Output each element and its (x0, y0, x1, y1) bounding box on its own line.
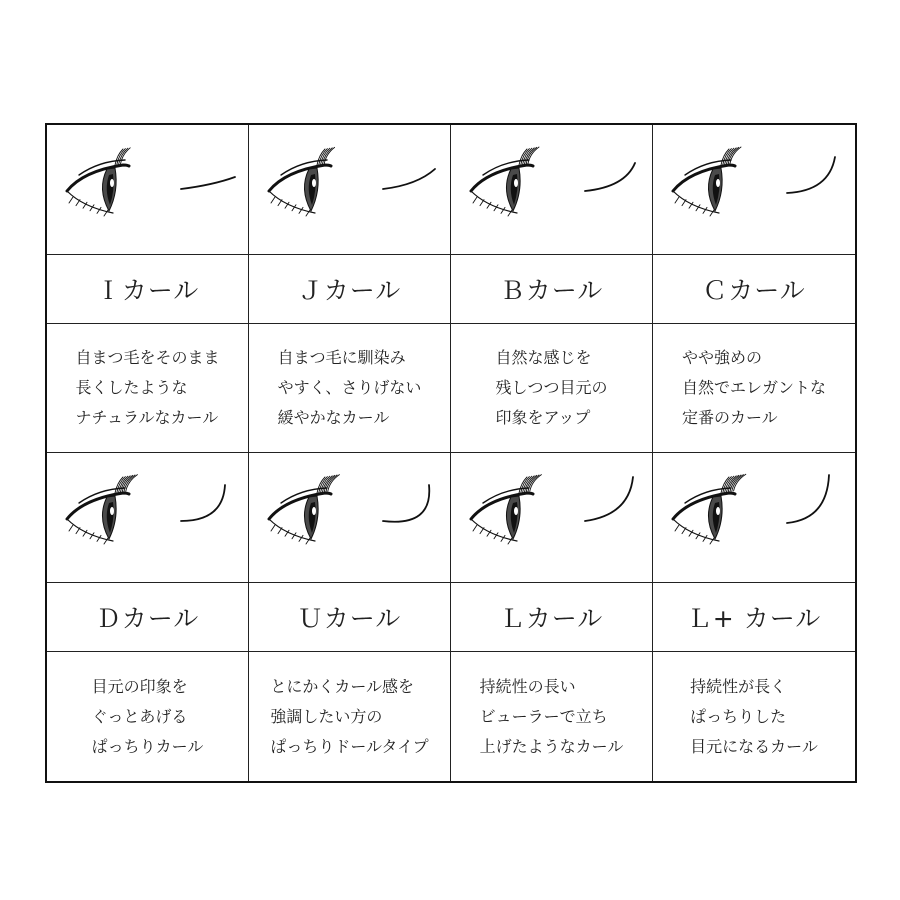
eye-lash-svg (255, 135, 445, 245)
description-line: 自然でエレガントな (681, 378, 826, 397)
curl-card (653, 453, 855, 781)
eye-lash-svg (53, 463, 243, 573)
curl-card (451, 453, 653, 781)
description-line: 自まつ毛をそのまま (75, 348, 220, 367)
eye-profile-icon (471, 474, 541, 543)
description-line: 残しつつ目元の (495, 378, 608, 397)
curl-illustration (653, 453, 855, 583)
curl-name: Ｉカール (47, 255, 248, 324)
eye-lash-svg (457, 135, 647, 245)
description-line: 持続性が長く (690, 676, 787, 696)
description-line: 持続性の長い (479, 676, 576, 696)
curl-description (249, 652, 450, 781)
lash-curl-icon (181, 485, 225, 521)
curl-name: Ｃカール (653, 255, 855, 324)
curl-card (451, 125, 653, 453)
description-line: 上げたようなカール (479, 736, 624, 756)
description-line: ぱっちりカール (91, 736, 204, 756)
eye-profile-icon (67, 474, 137, 543)
curl-card (47, 125, 249, 453)
description-line: ぱっちりドールタイプ (270, 736, 429, 756)
eye-profile-icon (67, 147, 130, 215)
eye-lash-svg (255, 463, 445, 573)
curl-illustration (47, 125, 248, 255)
curl-description (451, 652, 652, 781)
curl-name: Ｄカール (47, 583, 248, 652)
description-line: 自然な感じを (495, 348, 592, 367)
eye-lash-svg (53, 135, 243, 245)
curl-description (249, 324, 450, 452)
description-line: 長くしたような (75, 378, 188, 397)
curl-name: Ｌ+ カール (653, 583, 855, 652)
curl-name: Ｕカール (249, 583, 450, 652)
curl-illustration (249, 125, 450, 255)
curl-illustration (249, 453, 450, 583)
curl-illustration (451, 453, 652, 583)
curl-card (249, 453, 451, 781)
description-line: 緩やかなカール (277, 408, 390, 427)
description-line: 目元の印象を (91, 676, 188, 696)
eye-lash-svg (659, 135, 849, 245)
description-line: 強調したい方の (270, 706, 383, 726)
lash-curl-icon (181, 177, 235, 189)
description-line: 自まつ毛に馴染み (277, 348, 406, 367)
eye-profile-icon (269, 147, 335, 216)
lash-curl-icon (787, 475, 829, 523)
eye-profile-icon (673, 474, 746, 544)
description-line: とにかくカール感を (270, 676, 415, 696)
curl-description (47, 324, 248, 452)
description-line: やすく、さりげない (277, 378, 422, 397)
description-line: やや強めの (681, 348, 762, 367)
eye-lash-svg (457, 463, 647, 573)
curl-illustration (47, 453, 248, 583)
curl-type-chart (45, 123, 857, 783)
curl-card (47, 453, 249, 781)
eye-profile-icon (471, 147, 539, 216)
curl-card (653, 125, 855, 453)
description-line: ビューラーで立ち (479, 706, 608, 726)
description-line: ぱっちりした (690, 706, 787, 726)
curl-name: Ｊカール (249, 255, 450, 324)
description-line: ぐっとあげる (91, 706, 188, 726)
curl-description (653, 652, 855, 781)
curl-illustration (451, 125, 652, 255)
description-line: 印象をアップ (495, 408, 591, 427)
lash-curl-icon (787, 157, 835, 193)
curl-illustration (653, 125, 855, 255)
description-line: 目元になるカール (690, 736, 818, 756)
curl-description (47, 652, 248, 781)
lash-curl-icon (585, 163, 635, 191)
eye-lash-svg (659, 463, 849, 573)
lash-curl-icon (585, 477, 633, 521)
curl-card (249, 125, 451, 453)
eye-profile-icon (269, 474, 339, 543)
description-line: ナチュラルなカール (75, 408, 219, 427)
curl-name: Ｂカール (451, 255, 652, 324)
eye-profile-icon (673, 147, 741, 216)
lash-curl-icon (383, 485, 429, 522)
curl-description (653, 324, 855, 452)
description-line: 定番のカール (681, 408, 778, 427)
curl-name: Ｌカール (451, 583, 652, 652)
curl-description (451, 324, 652, 452)
lash-curl-icon (383, 169, 435, 189)
